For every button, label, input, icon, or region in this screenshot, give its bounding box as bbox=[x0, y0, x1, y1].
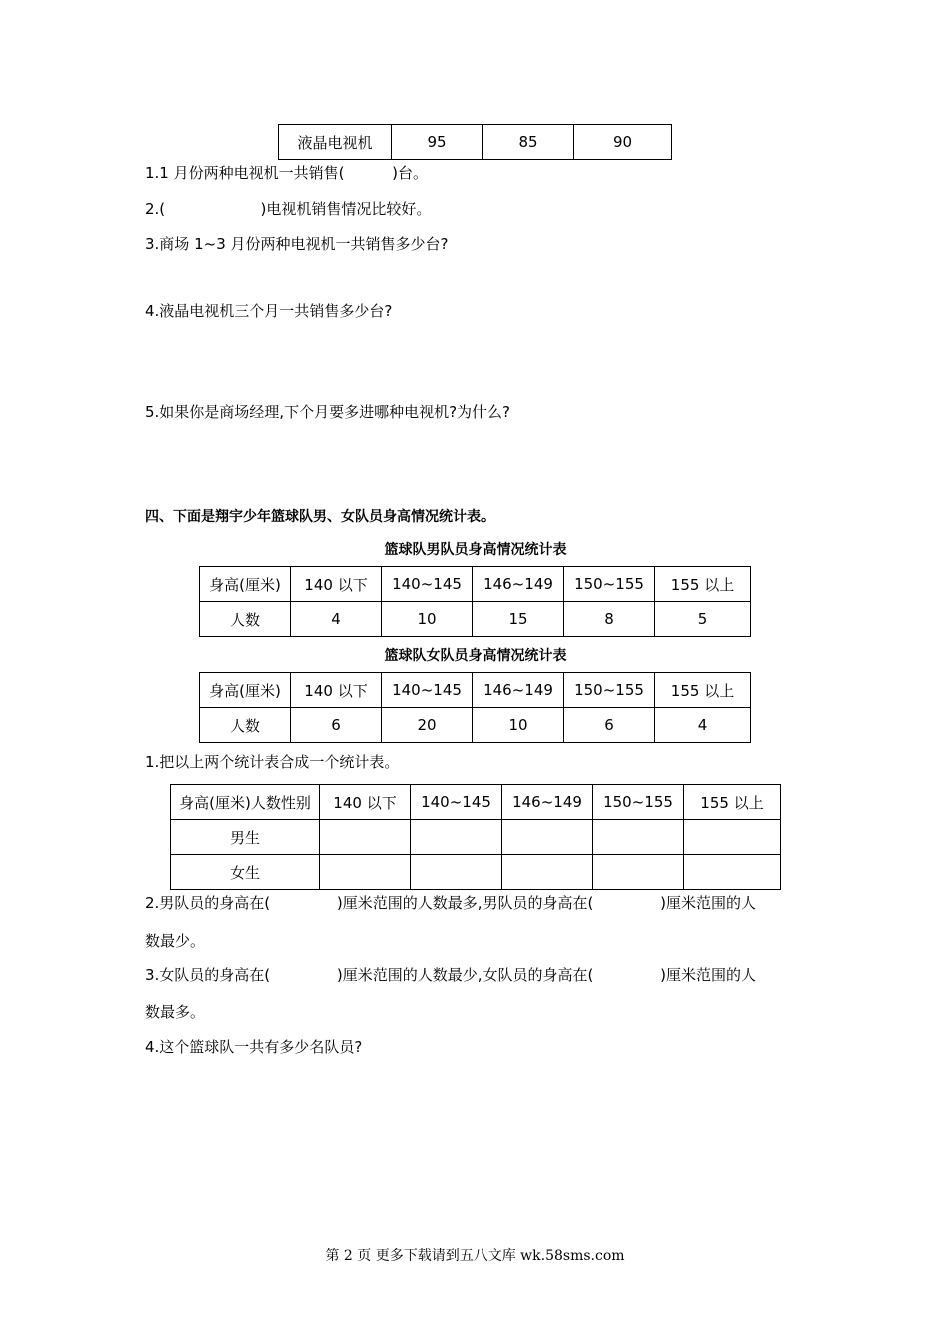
question-team-4: 4.这个篮球队一共有多少名队员? bbox=[145, 1038, 363, 1056]
header-cell: 140 以下 bbox=[291, 673, 382, 708]
header-cell: 146~149 bbox=[502, 785, 593, 820]
table-cell: 4 bbox=[291, 602, 382, 637]
table-row bbox=[171, 855, 781, 890]
question-1-4: 4.液晶电视机三个月一共销售多少台? bbox=[145, 302, 393, 320]
section-heading: 四、下面是翔宇少年篮球队男、女队员身高情况统计表。 bbox=[145, 509, 495, 525]
table-header-row bbox=[200, 567, 751, 602]
table-cell: 6 bbox=[291, 708, 382, 743]
row-label: 人数 bbox=[200, 708, 291, 743]
tv-sales-table bbox=[278, 124, 672, 160]
header-cell: 140~145 bbox=[382, 673, 473, 708]
header-cell: 146~149 bbox=[473, 567, 564, 602]
table-cell: 10 bbox=[473, 708, 564, 743]
header-cell: 140~145 bbox=[382, 567, 473, 602]
table-cell: 20 bbox=[382, 708, 473, 743]
question-team-3b: 数最多。 bbox=[145, 1003, 206, 1021]
table-row bbox=[200, 708, 751, 743]
question-team-2b: 数最少。 bbox=[145, 932, 206, 950]
question-team-2a: 2.男队员的身高在( )厘米范围的人数最多,男队员的身高在( )厘米范围的人 bbox=[145, 894, 756, 912]
question-1-5: 5.如果你是商场经理,下个月要多进哪种电视机?为什么? bbox=[145, 403, 511, 421]
empty-cell bbox=[320, 820, 411, 855]
empty-cell bbox=[411, 820, 502, 855]
empty-cell bbox=[684, 855, 781, 890]
table-header-row bbox=[200, 673, 751, 708]
header-cell: 身高(厘米) bbox=[200, 567, 291, 602]
empty-cell bbox=[684, 820, 781, 855]
table-header-row bbox=[171, 785, 781, 820]
page-footer: 第 2 页 更多下载请到五八文库 wk.58sms.com bbox=[325, 1248, 625, 1264]
empty-cell bbox=[502, 855, 593, 890]
table-cell: 4 bbox=[655, 708, 751, 743]
empty-cell bbox=[502, 820, 593, 855]
table-row bbox=[171, 820, 781, 855]
question-combine: 1.把以上两个统计表合成一个统计表。 bbox=[145, 753, 400, 771]
row-label: 男生 bbox=[171, 820, 320, 855]
header-cell: 155 以上 bbox=[684, 785, 781, 820]
header-cell: 155 以上 bbox=[655, 673, 751, 708]
question-1-1: 1.1 月份两种电视机一共销售( )台。 bbox=[145, 164, 429, 182]
table-cell: 10 bbox=[382, 602, 473, 637]
table-cell: 90 bbox=[574, 125, 672, 160]
empty-cell bbox=[593, 855, 684, 890]
boys-table-title: 篮球队男队员身高情况统计表 bbox=[384, 542, 567, 558]
table-row bbox=[200, 602, 751, 637]
header-cell: 身高(厘米) bbox=[200, 673, 291, 708]
table-cell: 85 bbox=[483, 125, 574, 160]
header-cell: 140 以下 bbox=[291, 567, 382, 602]
boys-height-table bbox=[199, 566, 751, 637]
table-cell: 5 bbox=[655, 602, 751, 637]
header-cell: 140~145 bbox=[411, 785, 502, 820]
question-1-2: 2.( )电视机销售情况比较好。 bbox=[145, 200, 432, 218]
header-cell: 155 以上 bbox=[655, 567, 751, 602]
table-cell: 6 bbox=[564, 708, 655, 743]
table-cell: 8 bbox=[564, 602, 655, 637]
girls-height-table bbox=[199, 672, 751, 743]
girls-table-title: 篮球队女队员身高情况统计表 bbox=[384, 648, 567, 664]
table-row bbox=[279, 125, 672, 160]
empty-cell bbox=[593, 820, 684, 855]
empty-cell bbox=[320, 855, 411, 890]
header-cell: 140 以下 bbox=[320, 785, 411, 820]
table-cell: 95 bbox=[392, 125, 483, 160]
question-team-3a: 3.女队员的身高在( )厘米范围的人数最少,女队员的身高在( )厘米范围的人 bbox=[145, 966, 756, 984]
row-label: 女生 bbox=[171, 855, 320, 890]
header-cell: 146~149 bbox=[473, 673, 564, 708]
header-cell: 150~155 bbox=[564, 673, 655, 708]
header-cell: 身高(厘米)人数性别 bbox=[171, 785, 320, 820]
combined-height-table bbox=[170, 784, 781, 890]
question-1-3: 3.商场 1~3 月份两种电视机一共销售多少台? bbox=[145, 235, 449, 253]
row-label: 人数 bbox=[200, 602, 291, 637]
row-label: 液晶电视机 bbox=[279, 125, 392, 160]
table-cell: 15 bbox=[473, 602, 564, 637]
empty-cell bbox=[411, 855, 502, 890]
header-cell: 150~155 bbox=[564, 567, 655, 602]
header-cell: 150~155 bbox=[593, 785, 684, 820]
